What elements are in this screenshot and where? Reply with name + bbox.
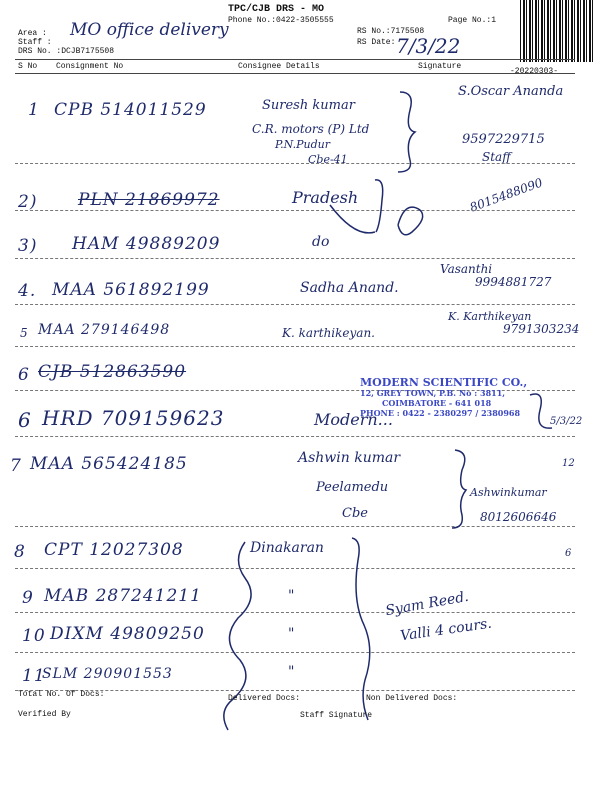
row-4-signature: Vasanthi [440, 262, 493, 276]
area-label: Area : [18, 29, 47, 38]
row-4-number: 4. [18, 281, 37, 301]
rs-date-value: 7/3/22 [396, 34, 461, 58]
row-8-consignment: MAA 565424185 [30, 454, 188, 474]
row-7-note: 5/3/22 [550, 416, 583, 427]
row-9-number: 8 [14, 542, 26, 562]
row-3-consignment: HAM 49889209 [72, 234, 221, 254]
col-sno: S No [18, 62, 38, 71]
row-10-consignee: " [288, 588, 295, 604]
row-12-consignee: " [288, 664, 295, 680]
row-8-address-1: Peelamedu [316, 480, 389, 495]
stamp-address: 12, GREY TOWN, P.B. No : 3811, [360, 388, 506, 398]
row-7-consignee: Modern... [314, 410, 393, 429]
footer-staff-signature: Staff Signature [300, 711, 373, 720]
row-9-consignment: CPT 12027308 [44, 540, 184, 560]
row-5-phone: 9791303234 [503, 322, 580, 336]
row-8-number: 7 [10, 456, 22, 476]
row-9-note: 6 [565, 548, 572, 559]
col-signature: Signature [418, 62, 462, 71]
col-consignment: Consignment No [56, 62, 124, 71]
footer-delivered-docs: Delivered Docs: [228, 694, 301, 703]
row-1-address-1: C.R. motors (P) Ltd [252, 122, 370, 136]
date-code: -20220303- [510, 67, 559, 76]
drs-number: DRS No. :DCJB7175508 [18, 47, 115, 56]
row-4-consignment: MAA 561892199 [52, 280, 210, 300]
row-4-phone: 9994881727 [475, 275, 552, 289]
footer-total-docs: Total No. Of Docs: [18, 690, 105, 699]
row-2-phone: 8015488090 [467, 175, 545, 215]
row-6-consignment: CJB 512863590 [38, 362, 187, 382]
row-10-number: 9 [22, 588, 34, 608]
row-2-consignee: Pradesh [292, 188, 359, 207]
row-4-consignee: Sadha Anand. [300, 280, 399, 296]
row-2-consignment: PLN 21869972 [78, 190, 220, 210]
col-consignee: Consignee Details [238, 62, 320, 71]
row-8-note: 12 [562, 458, 575, 469]
row-5-number: 5 [20, 326, 28, 340]
area-value: MO office delivery [70, 20, 229, 40]
stamp-city: COIMBATORE - 641 018 [382, 398, 492, 408]
row-8-address-2: Cbe [342, 506, 368, 521]
staff-label: Staff : [18, 38, 52, 47]
row-8-consignee: Ashwin kumar [298, 450, 401, 466]
row-3-number: 3) [18, 236, 38, 256]
row-1-signature: S.Oscar Ananda [458, 84, 564, 99]
row-11-number: 10 [22, 626, 46, 646]
page-number: Page No.:1 [448, 16, 497, 25]
row-10-signature: Syam Reed. [384, 588, 470, 620]
row-1-phone: 9597229715 [462, 132, 545, 147]
row-7-consignment: HRD 709159623 [42, 406, 225, 430]
phone-number: Phone No.:0422-3505555 [228, 16, 334, 25]
rs-date-label: RS Date: [357, 38, 396, 47]
row-11-signature: Valli 4 cours. [399, 615, 493, 645]
row-7-number: 6 [18, 408, 32, 432]
row-5-consignee: K. karthikeyan. [282, 326, 375, 340]
row-10-consignment: MAB 287241211 [44, 586, 202, 606]
row-2-number: 2) [18, 192, 38, 212]
row-1-note: Staff [482, 150, 511, 164]
row-6-number: 6 [18, 365, 30, 385]
rs-number: RS No.:7175508 [357, 27, 425, 36]
row-3-consignee: do [312, 234, 330, 250]
document-title: TPC/CJB DRS - MO [228, 4, 325, 15]
stamp-phone: PHONE : 0422 - 2380297 / 2380968 [360, 408, 521, 418]
row-8-phone: 8012606646 [480, 510, 557, 524]
row-12-number: 11 [22, 666, 46, 686]
row-5-consignment: MAA 279146498 [38, 322, 171, 338]
row-9-consignee: Dinakaran [250, 540, 324, 556]
row-1-consignee: Suresh kumar [262, 98, 355, 113]
footer-non-delivered-docs: Non Delivered Docs: [366, 694, 458, 703]
row-8-signature: Ashwinkumar [470, 486, 547, 499]
row-11-consignee: " [288, 626, 295, 642]
row-11-consignment: DIXM 49809250 [50, 624, 205, 644]
row-1-address-3: Cbe-41 [308, 153, 348, 166]
row-1-consignment: CPB 514011529 [54, 100, 207, 120]
stamp-company-name: MODERN SCIENTIFIC CO., [360, 376, 528, 389]
row-1-number: 1 [28, 100, 40, 120]
row-1-address-2: P.N.Pudur [275, 138, 330, 151]
row-12-consignment: SLM 290901553 [42, 666, 173, 682]
row-5-signature: K. Karthikeyan [448, 310, 532, 323]
footer-verified-by: Verified By [18, 710, 71, 719]
